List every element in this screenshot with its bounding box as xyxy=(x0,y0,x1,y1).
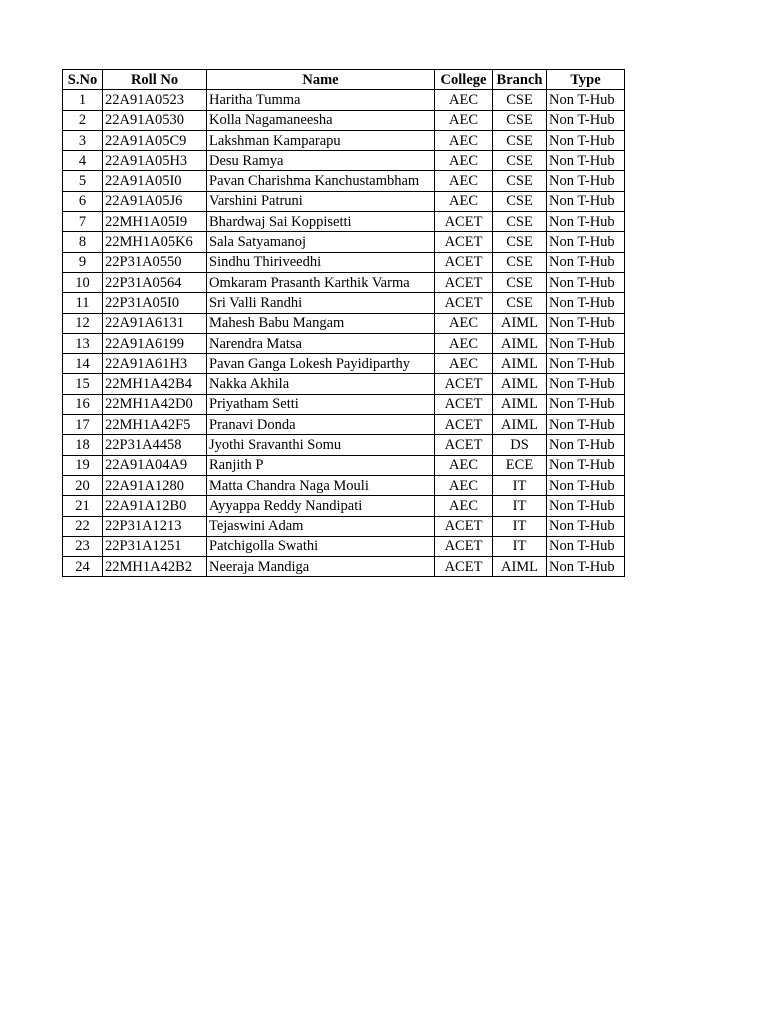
header-type: Type xyxy=(547,70,625,90)
cell-branch: CSE xyxy=(493,110,547,130)
cell-branch: IT xyxy=(493,496,547,516)
cell-roll-no: 22A91A6199 xyxy=(103,333,207,353)
cell-name: Pranavi Donda xyxy=(207,415,435,435)
cell-college: AEC xyxy=(435,90,493,110)
cell-name: Sala Satyamanoj xyxy=(207,232,435,252)
cell-type: Non T-Hub xyxy=(547,151,625,171)
cell-roll-no: 22A91A12B0 xyxy=(103,496,207,516)
cell-name: Matta Chandra Naga Mouli xyxy=(207,475,435,495)
table-row xyxy=(63,415,625,435)
table-row xyxy=(63,110,625,130)
cell-type: Non T-Hub xyxy=(547,536,625,556)
cell-branch: AIML xyxy=(493,313,547,333)
cell-branch: DS xyxy=(493,435,547,455)
table-header xyxy=(63,70,625,90)
cell-name: Omkaram Prasanth Karthik Varma xyxy=(207,272,435,292)
cell-type: Non T-Hub xyxy=(547,272,625,292)
cell-type: Non T-Hub xyxy=(547,455,625,475)
cell-type: Non T-Hub xyxy=(547,171,625,191)
cell-college: ACET xyxy=(435,394,493,414)
cell-name: Priyatham Setti xyxy=(207,394,435,414)
cell-college: ACET xyxy=(435,435,493,455)
cell-type: Non T-Hub xyxy=(547,252,625,272)
cell-roll-no: 22MH1A05K6 xyxy=(103,232,207,252)
cell-name: Kolla Nagamaneesha xyxy=(207,110,435,130)
cell-type: Non T-Hub xyxy=(547,496,625,516)
cell-name: Tejaswini Adam xyxy=(207,516,435,536)
cell-type: Non T-Hub xyxy=(547,232,625,252)
cell-type: Non T-Hub xyxy=(547,333,625,353)
cell-type: Non T-Hub xyxy=(547,130,625,150)
cell-branch: CSE xyxy=(493,293,547,313)
student-table xyxy=(62,69,625,577)
header-name: Name xyxy=(207,70,435,90)
cell-sno: 6 xyxy=(63,191,103,211)
cell-sno: 8 xyxy=(63,232,103,252)
cell-roll-no: 22A91A05I0 xyxy=(103,171,207,191)
cell-college: ACET xyxy=(435,415,493,435)
table-row xyxy=(63,171,625,191)
cell-branch: CSE xyxy=(493,232,547,252)
cell-college: AEC xyxy=(435,151,493,171)
cell-name: Pavan Ganga Lokesh Payidiparthy xyxy=(207,354,435,374)
cell-roll-no: 22A91A0523 xyxy=(103,90,207,110)
cell-type: Non T-Hub xyxy=(547,475,625,495)
cell-sno: 22 xyxy=(63,516,103,536)
cell-roll-no: 22P31A1251 xyxy=(103,536,207,556)
cell-name: Lakshman Kamparapu xyxy=(207,130,435,150)
table-row xyxy=(63,536,625,556)
header-sno: S.No xyxy=(63,70,103,90)
cell-sno: 23 xyxy=(63,536,103,556)
cell-type: Non T-Hub xyxy=(547,191,625,211)
cell-branch: IT xyxy=(493,536,547,556)
cell-roll-no: 22MH1A05I9 xyxy=(103,212,207,232)
cell-type: Non T-Hub xyxy=(547,374,625,394)
table-body xyxy=(63,90,625,577)
cell-sno: 9 xyxy=(63,252,103,272)
cell-branch: AIML xyxy=(493,415,547,435)
cell-college: ACET xyxy=(435,293,493,313)
cell-roll-no: 22MH1A42F5 xyxy=(103,415,207,435)
cell-college: AEC xyxy=(435,191,493,211)
cell-type: Non T-Hub xyxy=(547,394,625,414)
cell-roll-no: 22MH1A42D0 xyxy=(103,394,207,414)
cell-college: AEC xyxy=(435,496,493,516)
cell-branch: AIML xyxy=(493,394,547,414)
cell-sno: 16 xyxy=(63,394,103,414)
cell-type: Non T-Hub xyxy=(547,293,625,313)
cell-type: Non T-Hub xyxy=(547,557,625,577)
cell-college: ACET xyxy=(435,212,493,232)
cell-branch: CSE xyxy=(493,212,547,232)
cell-roll-no: 22MH1A42B2 xyxy=(103,557,207,577)
cell-type: Non T-Hub xyxy=(547,415,625,435)
table-row xyxy=(63,557,625,577)
cell-name: Patchigolla Swathi xyxy=(207,536,435,556)
table-row xyxy=(63,191,625,211)
table-row xyxy=(63,90,625,110)
cell-roll-no: 22A91A04A9 xyxy=(103,455,207,475)
cell-branch: CSE xyxy=(493,252,547,272)
cell-branch: CSE xyxy=(493,151,547,171)
cell-sno: 20 xyxy=(63,475,103,495)
cell-sno: 18 xyxy=(63,435,103,455)
cell-sno: 17 xyxy=(63,415,103,435)
table-row xyxy=(63,130,625,150)
table-row xyxy=(63,374,625,394)
cell-college: AEC xyxy=(435,475,493,495)
cell-roll-no: 22P31A4458 xyxy=(103,435,207,455)
cell-roll-no: 22P31A05I0 xyxy=(103,293,207,313)
cell-name: Mahesh Babu Mangam xyxy=(207,313,435,333)
cell-roll-no: 22A91A6131 xyxy=(103,313,207,333)
table-row xyxy=(63,475,625,495)
cell-branch: CSE xyxy=(493,191,547,211)
table-row xyxy=(63,313,625,333)
cell-type: Non T-Hub xyxy=(547,212,625,232)
cell-roll-no: 22A91A05C9 xyxy=(103,130,207,150)
table-row xyxy=(63,516,625,536)
cell-type: Non T-Hub xyxy=(547,516,625,536)
cell-type: Non T-Hub xyxy=(547,313,625,333)
cell-roll-no: 22P31A0550 xyxy=(103,252,207,272)
cell-type: Non T-Hub xyxy=(547,110,625,130)
cell-sno: 3 xyxy=(63,130,103,150)
cell-roll-no: 22A91A05J6 xyxy=(103,191,207,211)
cell-sno: 1 xyxy=(63,90,103,110)
table-row xyxy=(63,212,625,232)
table-row xyxy=(63,151,625,171)
cell-college: AEC xyxy=(435,333,493,353)
cell-name: Haritha Tumma xyxy=(207,90,435,110)
cell-roll-no: 22P31A0564 xyxy=(103,272,207,292)
cell-branch: ECE xyxy=(493,455,547,475)
cell-roll-no: 22A91A0530 xyxy=(103,110,207,130)
cell-sno: 14 xyxy=(63,354,103,374)
cell-college: AEC xyxy=(435,455,493,475)
cell-sno: 11 xyxy=(63,293,103,313)
table-row xyxy=(63,272,625,292)
cell-college: ACET xyxy=(435,374,493,394)
table-row xyxy=(63,232,625,252)
table-row xyxy=(63,252,625,272)
cell-branch: AIML xyxy=(493,333,547,353)
cell-branch: IT xyxy=(493,475,547,495)
cell-sno: 15 xyxy=(63,374,103,394)
cell-name: Pavan Charishma Kanchustambham xyxy=(207,171,435,191)
cell-roll-no: 22P31A1213 xyxy=(103,516,207,536)
cell-sno: 7 xyxy=(63,212,103,232)
table-row xyxy=(63,496,625,516)
cell-college: ACET xyxy=(435,272,493,292)
cell-branch: AIML xyxy=(493,557,547,577)
cell-sno: 12 xyxy=(63,313,103,333)
table-row xyxy=(63,354,625,374)
cell-sno: 21 xyxy=(63,496,103,516)
cell-sno: 13 xyxy=(63,333,103,353)
table-row xyxy=(63,435,625,455)
cell-college: ACET xyxy=(435,232,493,252)
header-college: College xyxy=(435,70,493,90)
cell-name: Ayyappa Reddy Nandipati xyxy=(207,496,435,516)
cell-roll-no: 22MH1A42B4 xyxy=(103,374,207,394)
cell-sno: 5 xyxy=(63,171,103,191)
cell-college: AEC xyxy=(435,110,493,130)
cell-college: AEC xyxy=(435,130,493,150)
header-branch: Branch xyxy=(493,70,547,90)
cell-name: Desu Ramya xyxy=(207,151,435,171)
table-row xyxy=(63,394,625,414)
cell-name: Sindhu Thiriveedhi xyxy=(207,252,435,272)
cell-name: Varshini Patruni xyxy=(207,191,435,211)
cell-college: ACET xyxy=(435,516,493,536)
cell-branch: AIML xyxy=(493,354,547,374)
cell-branch: AIML xyxy=(493,374,547,394)
header-row xyxy=(63,70,625,90)
cell-sno: 24 xyxy=(63,557,103,577)
cell-name: Nakka Akhila xyxy=(207,374,435,394)
cell-type: Non T-Hub xyxy=(547,435,625,455)
cell-sno: 4 xyxy=(63,151,103,171)
cell-name: Narendra Matsa xyxy=(207,333,435,353)
cell-name: Jyothi Sravanthi Somu xyxy=(207,435,435,455)
table-row xyxy=(63,455,625,475)
cell-college: AEC xyxy=(435,354,493,374)
cell-branch: CSE xyxy=(493,171,547,191)
cell-roll-no: 22A91A05H3 xyxy=(103,151,207,171)
cell-college: AEC xyxy=(435,171,493,191)
cell-branch: CSE xyxy=(493,90,547,110)
table-row xyxy=(63,293,625,313)
cell-type: Non T-Hub xyxy=(547,90,625,110)
cell-roll-no: 22A91A61H3 xyxy=(103,354,207,374)
table-row xyxy=(63,333,625,353)
cell-sno: 10 xyxy=(63,272,103,292)
cell-name: Ranjith P xyxy=(207,455,435,475)
cell-roll-no: 22A91A1280 xyxy=(103,475,207,495)
cell-college: ACET xyxy=(435,252,493,272)
cell-branch: CSE xyxy=(493,130,547,150)
cell-name: Sri Valli Randhi xyxy=(207,293,435,313)
cell-name: Neeraja Mandiga xyxy=(207,557,435,577)
cell-branch: CSE xyxy=(493,272,547,292)
header-roll-no: Roll No xyxy=(103,70,207,90)
cell-college: ACET xyxy=(435,557,493,577)
cell-type: Non T-Hub xyxy=(547,354,625,374)
cell-sno: 2 xyxy=(63,110,103,130)
cell-branch: IT xyxy=(493,516,547,536)
cell-name: Bhardwaj Sai Koppisetti xyxy=(207,212,435,232)
cell-college: ACET xyxy=(435,536,493,556)
cell-college: AEC xyxy=(435,313,493,333)
cell-sno: 19 xyxy=(63,455,103,475)
